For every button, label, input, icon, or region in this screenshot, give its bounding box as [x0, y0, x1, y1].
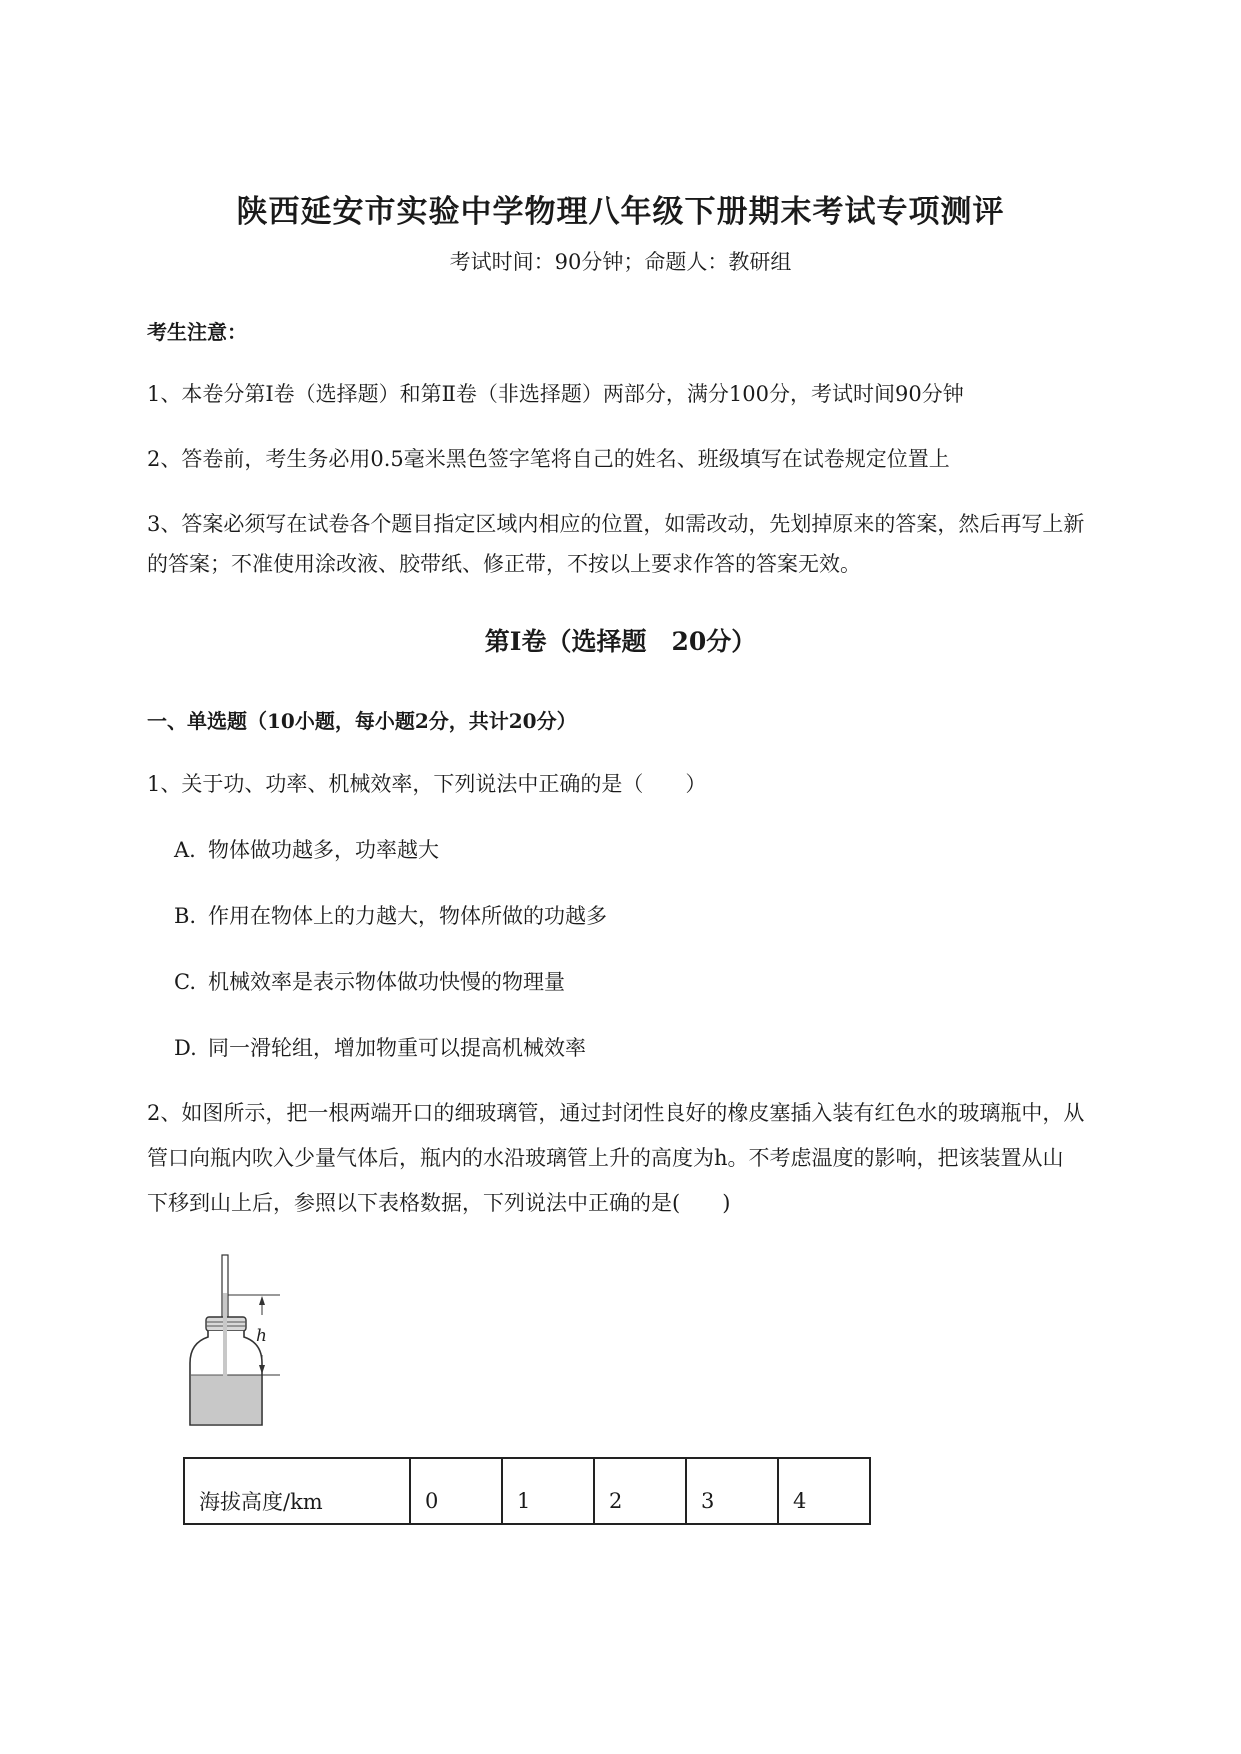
bottle-tube-diagram [180, 1253, 290, 1433]
notice-item-3-cont: 的答案；不准使用涂改液、胶带纸、修正带，不按以上要求作答的答案无效。 [147, 552, 861, 576]
table-cell: 3 [686, 1458, 778, 1524]
question-2-stem-line-1: 2、如图所示，把一根两端开口的细玻璃管，通过封闭性良好的橡皮塞插入装有红色水的玻璃瓶中，从 [147, 1101, 1085, 1125]
altitude-table [183, 1457, 871, 1525]
question-group-heading: 一、单选题（10小题，每小题2分，共计20分） [147, 709, 577, 733]
table-cell: 2 [594, 1458, 686, 1524]
question-1-option-a[interactable] [174, 834, 439, 864]
table-cell: 1 [502, 1458, 594, 1524]
question-1-option-d[interactable] [174, 1032, 586, 1062]
page-title: 陕西延安市实验中学物理八年级下册期末考试专项测评 [236, 194, 1005, 230]
question-1-option-b[interactable] [174, 900, 607, 930]
table-row [184, 1458, 870, 1524]
option-letter: A. [174, 838, 196, 862]
exam-info: 考试时间：90分钟；命题人：教研组 [449, 250, 792, 274]
question-2-stem-line-2: 管口向瓶内吹入少量气体后，瓶内的水沿玻璃管上升的高度为h。不考虑温度的影响，把该装置从山 [147, 1146, 1064, 1170]
option-letter: B. [174, 904, 197, 928]
table-header-cell: 海拔高度/km [184, 1458, 410, 1524]
notice-heading: 考生注意： [147, 320, 247, 344]
option-text: 机械效率是表示物体做功快慢的物理量 [208, 970, 565, 994]
bottle-tube-figure [180, 1253, 290, 1433]
option-letter: D. [174, 1036, 197, 1060]
height-label: h [256, 1326, 267, 1346]
table-cell: 4 [778, 1458, 870, 1524]
question-1-stem: 1、关于功、功率、机械效率，下列说法中正确的是（ ） [147, 772, 707, 796]
notice-item-1: 1、本卷分第Ⅰ卷（选择题）和第Ⅱ卷（非选择题）两部分，满分100分，考试时间90分钟 [147, 382, 964, 406]
question-2-stem-line-3: 下移到山上后，参照以下表格数据，下列说法中正确的是( ) [147, 1191, 731, 1215]
water-column [223, 1293, 227, 1403]
question-1-option-c[interactable] [174, 966, 565, 996]
option-text: 作用在物体上的力越大，物体所做的功越多 [208, 904, 607, 928]
section-title: 第Ⅰ卷（选择题 20分） [484, 627, 757, 656]
option-letter: C. [174, 970, 196, 994]
table-cell: 0 [410, 1458, 502, 1524]
notice-item-2: 2、答卷前，考生务必用0.5毫米黑色签字笔将自己的姓名、班级填写在试卷规定位置上 [147, 447, 950, 471]
option-text: 同一滑轮组，增加物重可以提高机械效率 [208, 1036, 586, 1060]
notice-item-3: 3、答案必须写在试卷各个题目指定区域内相应的位置，如需改动，先划掉原来的答案，然后再写上新 [147, 512, 1085, 536]
option-text: 物体做功越多，功率越大 [208, 838, 439, 862]
